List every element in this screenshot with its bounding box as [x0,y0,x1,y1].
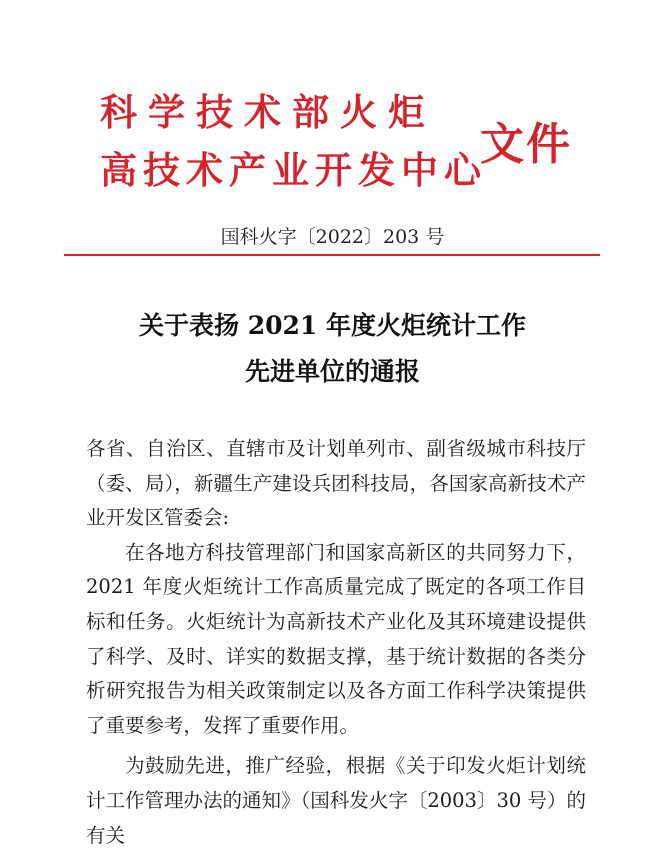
body-paragraph-2: 为鼓励先进，推广经验，根据《关于印发火炬计划统计工作管理办法的通知》（国科发火字〔2003〕30 号）的有关 [86,754,586,847]
document-title-line-1: 关于表扬 2021 年度火炬统计工作 [139,311,526,340]
salutation-paragraph: 各省、自治区、直辖市及计划单列市、副省级城市科技厅（委、局），新疆生产建设兵团科技局，各国家高新技术产业开发区管委会: [86,437,586,530]
body-paragraph-1: 在各地方科技管理部门和国家高新区的共同努力下，2021 年度火炬统计工作高质量完成了既定的各项工作目标和任务。火炬统计为高新技术产业化及其环境建设提供了科学、及时、详实的数据支撑，基于统计数据的各类分析研究报告为相关政策制定以及各方面工作科学决策提供了重要参考，发挥了重要作用。 [86,540,586,737]
issuer-name-line-2: 高技术产业开发中心 [100,148,487,192]
document-number: 国科火字〔2022〕203 号 [220,226,445,248]
issuer-name-line-1: 科学技术部火炬 [100,90,436,134]
document-body [86,432,586,853]
document-type-label: 文件 [480,119,572,170]
red-divider-line [64,254,600,256]
document-title-line-2: 先进单位的通报 [244,357,420,386]
